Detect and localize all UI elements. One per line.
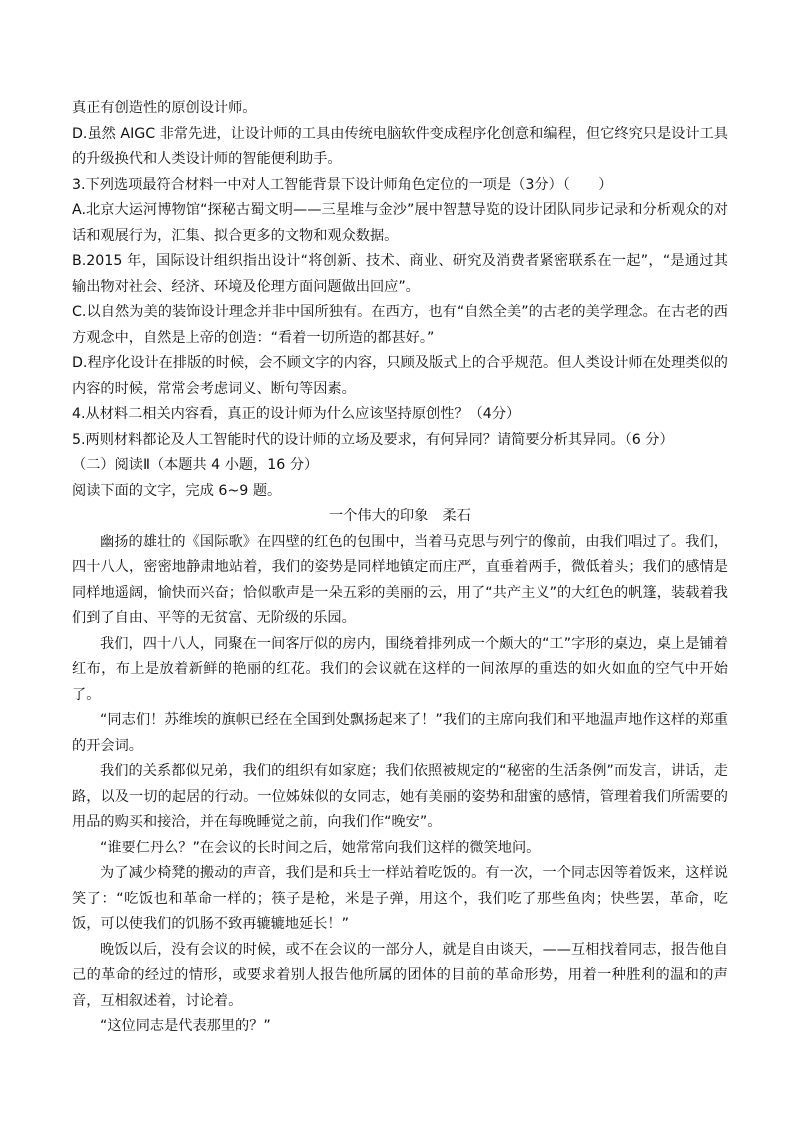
option-d: D.程序化设计在排版的时候，会不顾文字的内容，只顾及版式上的合乎规范。但人类设计师在处理类似的内容的时候，常常会考虑词义、断句等因素。 xyxy=(72,355,728,397)
option-a: A.北京大运河博物馆“探秘古蜀文明——三星堆与金沙”展中智慧导览的设计团队同步记录和分析观众的对话和观展行为，汇集、拟合更多的文物和观众数据。 xyxy=(72,202,728,244)
article-paragraph: “这位同志是代表那里的？” xyxy=(100,1018,271,1034)
section-heading: （二）阅读Ⅱ（本题共 4 小题，16 分） xyxy=(72,457,319,473)
question-5: 5.两则材料都论及人工智能时代的设计师的立场及要求，有何异同？请简要分析其异同。（6 分） xyxy=(72,431,674,448)
article-paragraph: “同志们！苏维埃的旗帜已经在全国到处飘扬起来了！”我们的主席向我们和平地温声地作这样的郑重的开会词。 xyxy=(72,712,728,754)
option-d-paragraph: D.虽然 AIGC 非常先进，让设计师的工具由传统电脑软件变成程序化创意和编程，但它终究只是设计工具的升级换代和人类设计师的智能便利助手。 xyxy=(72,125,728,167)
option-c: C.以自然为美的装饰设计理念并非中国所独有。在西方，也有“自然全美”的古老的美学理念。在古老的西方观念中，自然是上帝的创造：“看着一切所造的都甚好。” xyxy=(72,304,728,346)
question-4: 4.从材料二相关内容看，真正的设计师为什么应该坚持原创性？（4分） xyxy=(72,406,521,422)
paragraph: 真正有创造性的原创设计师。 xyxy=(72,100,257,116)
article-title: 一个伟大的印象 柔石 xyxy=(329,508,471,524)
article-paragraph: 晚饭以后，没有会议的时候，或不在会议的一部分人，就是自由谈天，——互相找着同志，报告他自己的革命的经过的情形，或要求着别人报告他所属的团体的目前的革命形势，用着一种胜利的温和的声音，互相叙述着，讨论着。 xyxy=(72,941,728,1009)
article-paragraph: “谁要仁丹么？”在会议的长时间之后，她常常向我们这样的微笑地问。 xyxy=(100,839,541,856)
document-page xyxy=(72,96,728,1040)
article-paragraph: 我们的关系都似兄弟，我们的组织有如家庭；我们依照被规定的“秘密的生活条例”而发言，讲话，走路，以及一切的起居的行动。一位姊妹似的女同志，她有美丽的姿势和甜蜜的感情，管理着我们所需要的用品的购买和接洽，并在每晚睡觉之前，向我们作“晚安”。 xyxy=(72,763,728,830)
reading-instruction: 阅读下面的文字，完成 6~9 题。 xyxy=(72,482,282,499)
article-paragraph: 我们，四十八人，同聚在一间客厅似的房内，围绕着排列成一个颇大的“工”字形的桌边，桌上是铺着红布，布上是放着新鲜的艳丽的红花。我们的会议就在这样的一间浓厚的重迭的如火如血的空气中开始了。 xyxy=(72,635,728,703)
article-paragraph: 幽扬的雄壮的《国际歌》在四壁的红色的包围中，当着马克思与列宁的像前，由我们唱过了。我们，四十八人，密密地静肃地站着，我们的姿势是同样地镇定而庄严，直垂着两手，微低着头；我们的感情是同样地遥阔，愉快而兴奋；恰似歌声是一朵五彩的美丽的云，用了“共产主义”的大红色的帆篷，装载着我们到了自由、平等的无贫富、无阶级的乐园。 xyxy=(72,533,728,626)
option-b: B.2015 年，国际设计组织指出设计“将创新、技术、商业、研究及消费者紧密联系在一起”，“是通过其输出物对社会、经济、环境及伦理方面问题做出回应”。 xyxy=(72,253,728,295)
question-3: 3.下列选项最符合材料一中对人工智能背景下设计师角色定位的一项是（3分）（ ） xyxy=(72,176,613,193)
article-paragraph: 为了减少椅凳的搬动的声音，我们是和兵士一样站着吃饭的。有一次，一个同志因等着饭来，这样说笑了：“吃饭也和革命一样的；筷子是枪，米是子弹，用这个，我们吃了那些鱼肉；快些罢，革命，吃饭，可以使我们的饥肠不致再辘辘地延长！” xyxy=(72,865,728,932)
